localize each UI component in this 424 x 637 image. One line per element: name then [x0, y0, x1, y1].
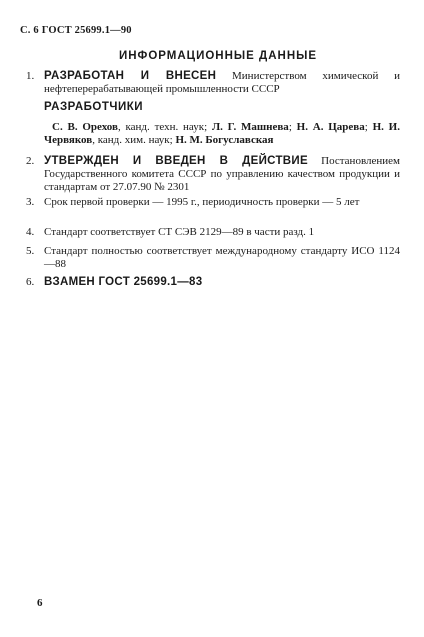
- developer-name: Н. И. Червяков: [44, 121, 400, 146]
- item-text: Стандарт соответствует СТ СЭВ 2129—89 в части разд. 1: [44, 226, 315, 238]
- item-body: Министерством химической и нефтеперерабатывающей промышленности СССР: [44, 70, 401, 95]
- info-item-2: [28, 155, 400, 194]
- page-number: 6: [37, 597, 43, 609]
- info-item-6: [28, 276, 400, 289]
- item-number: 2.: [26, 155, 35, 167]
- developers-list: [44, 121, 400, 147]
- info-item-4: [28, 226, 400, 239]
- developer-name: Н. А. Царева: [296, 121, 365, 133]
- item-lead: УТВЕРЖДЕН И ВВЕДЕН В ДЕЙСТВИЕ: [44, 155, 308, 167]
- item-number: 5.: [26, 245, 35, 257]
- item-number: 1.: [26, 70, 35, 82]
- item-number: 4.: [26, 226, 35, 238]
- info-item-5: [28, 245, 400, 271]
- item-text: Стандарт полностью соответствует международному стандарту ИСО 1124—88: [44, 245, 400, 270]
- item-number: 3.: [26, 196, 35, 208]
- item-text: [44, 155, 400, 194]
- item-body: Постановлением Государственного комитета СССР по управлению качеством продукции и стандартам от 27.07.90 № 2301: [44, 155, 400, 193]
- section-title: ИНФОРМАЦИОННЫЕ ДАННЫЕ: [118, 50, 318, 62]
- info-item-1: [28, 70, 400, 96]
- developers-heading: РАЗРАБОТЧИКИ: [44, 101, 143, 113]
- page-header: С. 6 ГОСТ 25699.1—90: [20, 25, 132, 36]
- item-lead: РАЗРАБОТАН И ВНЕСЕН: [44, 70, 217, 82]
- item-text: [44, 70, 400, 96]
- developer-title: , канд. техн. наук;: [117, 121, 212, 133]
- developer-name: Н. М. Богуславская: [175, 134, 274, 146]
- developer-name: Л. Г. Машнева: [211, 121, 289, 133]
- developer-name: С. В. Орехов: [52, 121, 118, 133]
- item-text: Срок первой проверки — 1995 г., периодичность проверки — 5 лет: [44, 196, 360, 208]
- info-item-3: [28, 196, 400, 209]
- separator: ;: [364, 121, 373, 133]
- separator: ;: [288, 121, 297, 133]
- item-text: ВЗАМЕН ГОСТ 25699.1—83: [44, 276, 203, 288]
- developer-title: , канд. хим. наук;: [92, 134, 176, 146]
- item-number: 6.: [26, 276, 35, 288]
